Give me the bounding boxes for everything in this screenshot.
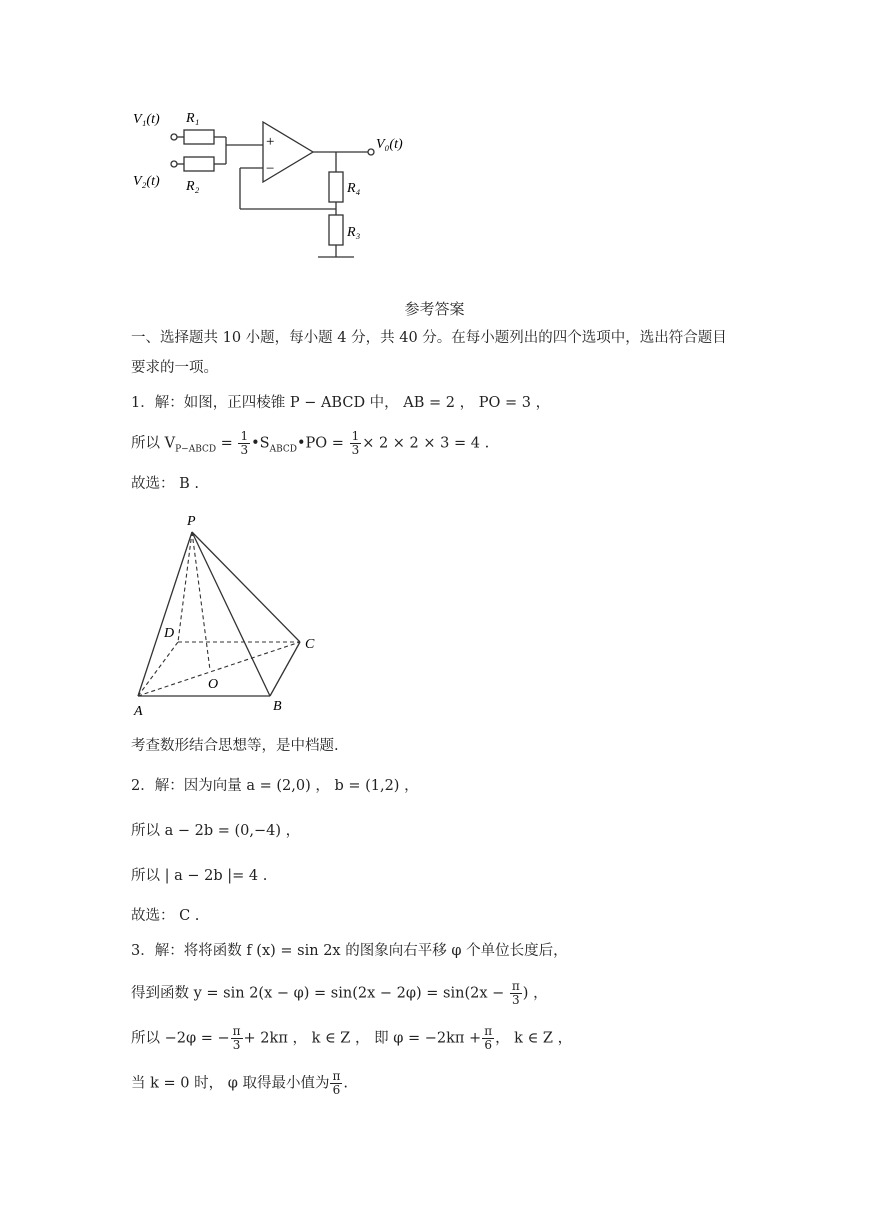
q3-line-4: 当 k = 0 时， φ 取得最小值为 $\frac{\pi}{6}$ . xyxy=(131,1069,348,1097)
vertex-b: B xyxy=(273,699,282,714)
v2-label: V₂(t) xyxy=(133,174,160,189)
intro-line-2: 要求的一项。 xyxy=(131,360,218,376)
q2-answer: 故选： C . xyxy=(131,908,200,924)
vertex-o: O xyxy=(208,677,219,692)
section-title: 参考答案 xyxy=(404,300,465,318)
q1-answer: 故选： B . xyxy=(131,476,199,492)
r2-label: R₂ xyxy=(186,179,200,194)
r4-label: R₄ xyxy=(347,181,361,196)
vertex-c: C xyxy=(305,637,315,652)
intro-line-1: 一、选择题共 10 小题，每小题 4 分，共 40 分。在每小题列出的四个选项中，选出符合题目 xyxy=(131,330,727,346)
vertex-d: D xyxy=(164,626,175,641)
q2-line-1: 2．解：因为向量 a = (2,0) ， b = (1,2) ， xyxy=(131,778,419,794)
op-amp-circuit-diagram xyxy=(128,100,428,265)
v0-label: V₀(t) xyxy=(376,137,403,152)
note-line: 考查数形结合思想等，是中档题. xyxy=(131,738,339,754)
pyramid-figure xyxy=(128,510,328,720)
q1-line-1: 1．解：如图，正四棱锥 P − ABCD 中， AB = 2 ， PO = 3 ， xyxy=(131,395,551,411)
v1-label: V₁(t) xyxy=(133,112,160,127)
q3-line-1: 3．解：将将函数 f (x) = sin 2x 的图象向右平移 φ 个单位长度后， xyxy=(131,943,568,959)
q3-line-3: 所以 −2φ = − $\frac{\pi}{3}$ + 2kπ ， k ∈ Z ， 即 φ = −2kπ + $\frac{\pi}{6}$ ， k ∈ Z ， xyxy=(131,1024,573,1052)
vertex-p: P xyxy=(187,514,196,529)
q1-line-2: 所以 $V_{P-ABCD}$ = $\frac{1}{3}$ $•S_{ABCD}•PO$ = $\frac{1}{3}$ × 2 × 2 × 3 = 4 . xyxy=(131,429,490,457)
q2-line-3: 所以 | a − 2b |= 4 . xyxy=(131,868,268,884)
r3-label: R₃ xyxy=(347,225,361,240)
r1-label: R₁ xyxy=(186,111,200,126)
minus-sign: − xyxy=(266,161,275,177)
plus-sign: + xyxy=(266,134,275,150)
q3-line-2: 得到函数 y = sin 2(x − φ) = sin(2x − 2φ) = sin(2x − $\frac{\pi}{3}$ ) ， xyxy=(131,979,548,1007)
vertex-a: A xyxy=(134,704,143,719)
q2-line-2: 所以 a − 2b = (0,−4) ， xyxy=(131,823,301,839)
